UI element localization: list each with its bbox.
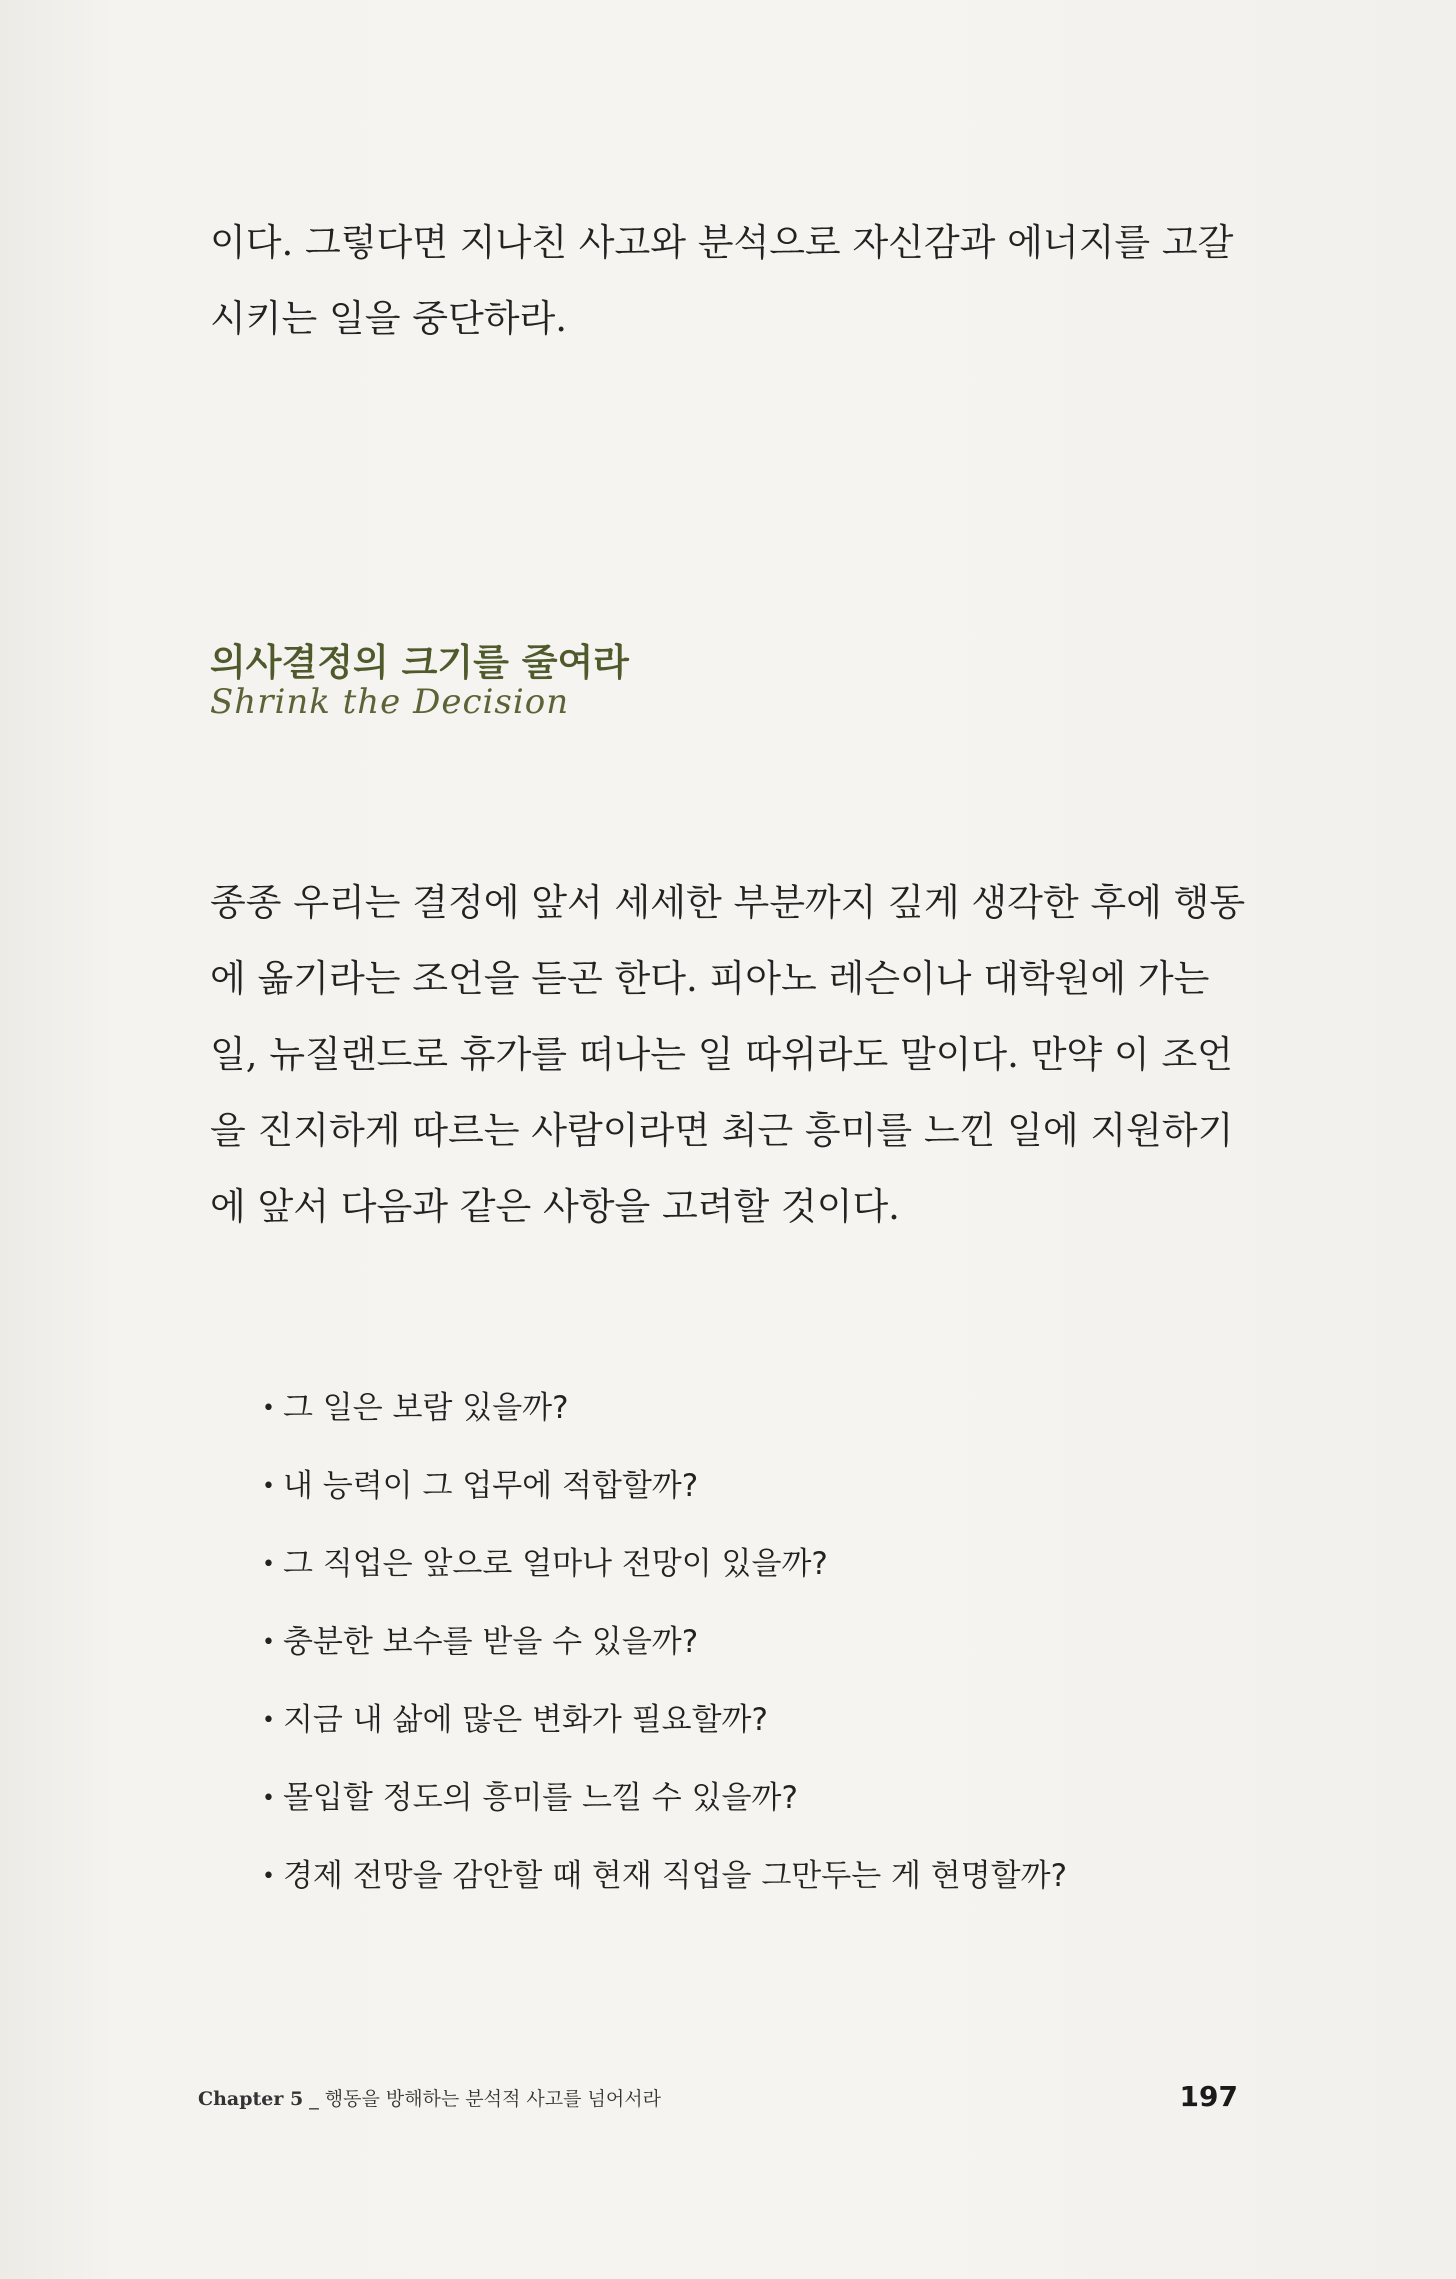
paragraph-line: 이다. 그렇다면 지나친 사고와 분석으로 자신감과 에너지를 고갈: [210, 221, 1234, 264]
chapter-title: 행동을 방해하는 분석적 사고를 넘어서라: [324, 2088, 661, 2110]
list-item-text: 그 직업은 앞으로 얼마나 전망이 있을까?: [282, 1546, 828, 1582]
paragraph-line: 에 옮기라는 조언을 듣곤 한다. 피아노 레슨이나 대학원에 가는: [210, 957, 1210, 1000]
top-paragraph: [210, 205, 1240, 357]
section-subheading: Shrink the Decision: [210, 682, 570, 722]
running-footer: [198, 2084, 661, 2111]
bullet-icon: •: [262, 1552, 275, 1577]
paragraph-line: 에 앞서 다음과 같은 사항을 고려할 것이다.: [210, 1185, 900, 1228]
footer-separator: _: [309, 2088, 319, 2110]
list-item: [262, 1456, 1067, 1534]
bullet-icon: •: [262, 1396, 275, 1421]
paragraph-line: 종종 우리는 결정에 앞서 세세한 부분까지 깊게 생각한 후에 행동: [210, 881, 1246, 924]
bullet-icon: •: [262, 1474, 275, 1499]
list-item-text: 경제 전망을 감안할 때 현재 직업을 그만두는 게 현명할까?: [282, 1858, 1068, 1894]
list-item: [262, 1690, 1067, 1768]
list-item: [262, 1846, 1067, 1924]
list-item: [262, 1378, 1067, 1456]
bullet-icon: •: [262, 1708, 275, 1733]
paragraph-line: 일, 뉴질랜드로 휴가를 떠나는 일 따위라도 말이다. 만약 이 조언: [210, 1033, 1233, 1076]
page-number: 197: [1179, 2080, 1238, 2113]
bullet-icon: •: [262, 1630, 275, 1655]
list-item-text: 그 일은 보람 있을까?: [282, 1390, 569, 1426]
list-item: [262, 1534, 1067, 1612]
question-list: [262, 1378, 1067, 1924]
body-paragraph: [210, 865, 1246, 1245]
section-heading: 의사결정의 크기를 줄여라: [210, 641, 629, 684]
paragraph-line: 을 진지하게 따르는 사람이라면 최근 흥미를 느낀 일에 지원하기: [210, 1109, 1234, 1152]
list-item: [262, 1768, 1067, 1846]
list-item-text: 충분한 보수를 받을 수 있을까?: [282, 1624, 699, 1660]
page-footer: [198, 2080, 1238, 2120]
bullet-icon: •: [262, 1864, 275, 1889]
paragraph-line: 시키는 일을 중단하라.: [210, 297, 567, 340]
list-item: [262, 1612, 1067, 1690]
list-item-text: 몰입할 정도의 흥미를 느낄 수 있을까?: [282, 1780, 798, 1816]
list-item-text: 지금 내 삶에 많은 변화가 필요할까?: [282, 1702, 768, 1738]
list-item-text: 내 능력이 그 업무에 적합할까?: [282, 1468, 699, 1504]
chapter-label: Chapter 5: [198, 2088, 304, 2110]
bullet-icon: •: [262, 1786, 275, 1811]
